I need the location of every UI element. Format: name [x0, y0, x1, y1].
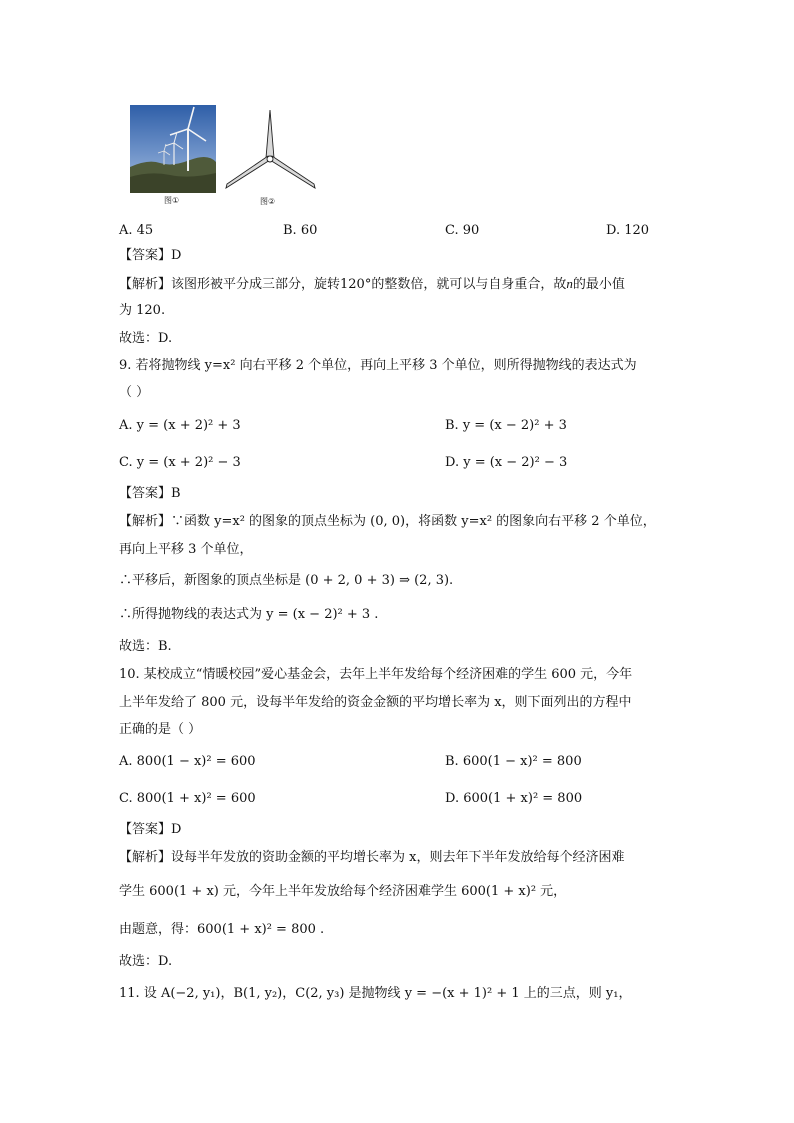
q8-analysis-text-b: 的最小值 — [572, 277, 625, 292]
q8-analysis-text-a: 【解析】该图形被平分成三部分，旋转120°的整数倍，就可以与自身重合，故 — [119, 277, 567, 292]
figure-2-caption: 图② — [260, 197, 276, 206]
q10-option-d: D. 600(1 + x)² = 800 — [445, 791, 583, 806]
q9-analysis-line-4: ∴所得抛物线的表达式为 y = (x − 2)² + 3 . — [119, 607, 379, 622]
q8-conclusion: 故选：D. — [119, 331, 173, 346]
q10-analysis-line-1: 【解析】设每半年发放的资助金额的平均增长率为 x，则去年下半年发放给每个经济困难 — [119, 850, 625, 865]
q10-stem-line-1: 10. 某校成立“情暖校园”爱心基金会，去年上半年发给每个经济困难的学生 600 元，今年 — [119, 667, 633, 682]
q9-conclusion: 故选：B. — [119, 639, 172, 654]
q11-stem-line-1: 11. 设 A(−2, y₁)，B(1, y₂)，C(2, y₃) 是抛物线 y = −(x + 1)² + 1 上的三点，则 y₁， — [119, 986, 632, 1001]
q10-stem-line-3: 正确的是（ ） — [119, 722, 202, 737]
q10-option-c: C. 800(1 + x)² = 600 — [119, 791, 256, 806]
q10-analysis-line-2: 学生 600(1 + x) 元，今年上半年发放给每个经济困难学生 600(1 + x)² 元， — [119, 884, 567, 899]
q9-option-d: D. y = (x − 2)² − 3 — [445, 455, 568, 470]
q8-answer: 【答案】D — [119, 248, 182, 263]
q9-analysis-line-2: 再向上平移 3 个单位， — [119, 542, 253, 557]
q9-option-c: C. y = (x + 2)² − 3 — [119, 455, 241, 470]
q8-option-b: B. 60 — [283, 223, 318, 238]
q10-stem-line-2: 上半年发给了 800 元，设每半年发给的资金金额的平均增长率为 x，则下面列出的方程中 — [119, 695, 632, 710]
q10-answer: 【答案】D — [119, 822, 182, 837]
q9-option-b: B. y = (x − 2)² + 3 — [445, 418, 567, 433]
q8-analysis-line-1 — [119, 275, 625, 294]
q9-stem-line-1: 9. 若将抛物线 y=x² 向右平移 2 个单位，再向上平移 3 个单位，则所得抛物线的表达式为 — [119, 358, 637, 373]
q9-stem-line-2: （ ） — [119, 385, 150, 400]
q8-option-d: D. 120 — [606, 223, 650, 238]
figure-1-caption: 图① — [164, 196, 180, 205]
q8-option-c: C. 90 — [445, 223, 480, 238]
q10-option-a: A. 800(1 − x)² = 600 — [119, 754, 256, 769]
q10-analysis-line-3: 由题意，得：600(1 + x)² = 800 . — [119, 922, 325, 937]
q8-option-a: A. 45 — [119, 223, 154, 238]
wind-turbine-photo — [130, 105, 216, 193]
q8-analysis-variable: n — [566, 276, 573, 291]
q9-analysis-line-3: ∴平移后，新图象的顶点坐标是 (0 + 2, 0 + 3) ⇒ (2, 3). — [119, 573, 454, 588]
q8-analysis-line-2: 为 120. — [119, 303, 166, 318]
q9-option-a: A. y = (x + 2)² + 3 — [119, 418, 241, 433]
q9-answer: 【答案】B — [119, 486, 181, 501]
q10-conclusion: 故选：D. — [119, 954, 173, 969]
three-blade-diagram — [224, 110, 318, 194]
q10-option-b: B. 600(1 − x)² = 800 — [445, 754, 582, 769]
q9-analysis-line-1: 【解析】∵函数 y=x² 的图象的顶点坐标为 (0, 0)，将函数 y=x² 的图象向右平移 2 个单位， — [119, 514, 656, 529]
